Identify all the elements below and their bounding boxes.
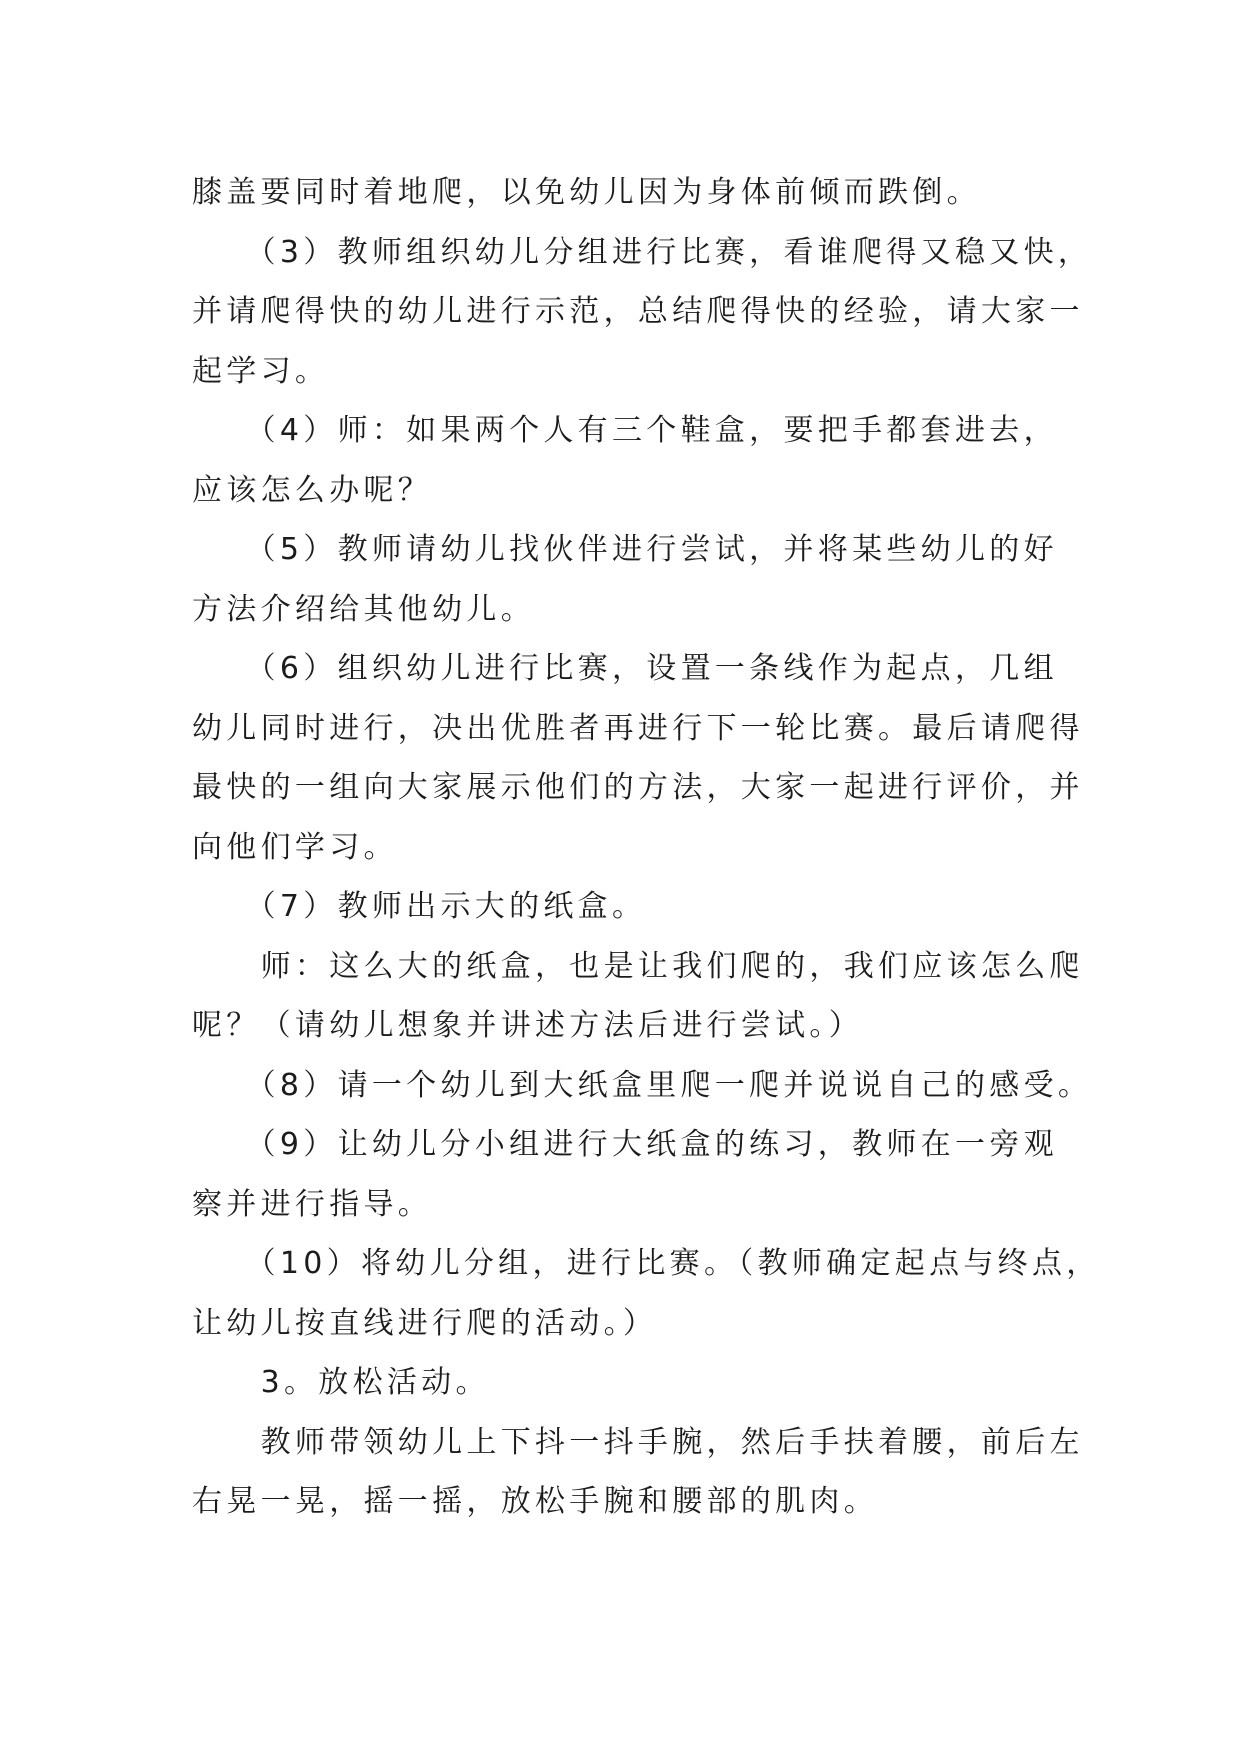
text-line: （9）让幼儿分小组进行大纸盒的练习，教师在一旁观 bbox=[192, 1127, 1058, 1162]
text-line: 幼儿同时进行，决出优胜者再进行下一轮比赛。最后请爬得 bbox=[192, 710, 1084, 746]
text-line: 教师带领幼儿上下抖一抖手腕，然后手扶着腰，前后左 bbox=[192, 1424, 1084, 1460]
text-line: （5）教师请幼儿找伙伴进行尝试，并将某些幼儿的好 bbox=[192, 532, 1058, 567]
text-line: 膝盖要同时着地爬，以免幼儿因为身体前倾而跌倒。 bbox=[192, 175, 981, 210]
text-line: 方法介绍给其他幼儿。 bbox=[192, 591, 535, 627]
text-line: 师：这么大的纸盒，也是让我们爬的，我们应该怎么爬 bbox=[192, 948, 1084, 984]
text-line: 3。放松活动。 bbox=[192, 1365, 490, 1400]
text-line: 让幼儿按直线进行爬的活动。） bbox=[192, 1305, 658, 1341]
text-line: 应该怎么办呢？ bbox=[192, 472, 433, 508]
text-line: 右晃一晃，摇一摇，放松手腕和腰部的肌肉。 bbox=[192, 1484, 878, 1519]
text-line: （7）教师出示大的纸盒。 bbox=[192, 889, 647, 924]
text-line: （4）师：如果两个人有三个鞋盒，要把手都套进去， bbox=[192, 413, 1058, 448]
text-line: 起学习。 bbox=[192, 353, 330, 389]
text-line: 并请爬得快的幼儿进行示范，总结爬得快的经验，请大家一 bbox=[192, 294, 1084, 329]
text-line: 最快的一组向大家展示他们的方法，大家一起进行评价，并 bbox=[192, 770, 1084, 805]
text-line: （3）教师组织幼儿分组进行比赛，看谁爬得又稳又快， bbox=[192, 234, 1093, 270]
text-line: （6）组织幼儿进行比赛，设置一条线作为起点，几组 bbox=[192, 651, 1058, 686]
text-line: 呢？（请幼儿想象并讲述方法后进行尝试。） bbox=[192, 1008, 863, 1043]
text-line: 察并进行指导。 bbox=[192, 1186, 433, 1222]
text-line: （10）将幼儿分组，进行比赛。（教师确定起点与终点， bbox=[192, 1246, 1101, 1281]
text-line: （8）请一个幼儿到大纸盒里爬一爬并说说自己的感受。 bbox=[192, 1067, 1093, 1103]
text-line: 向他们学习。 bbox=[192, 829, 398, 865]
document-body bbox=[192, 163, 1101, 1532]
